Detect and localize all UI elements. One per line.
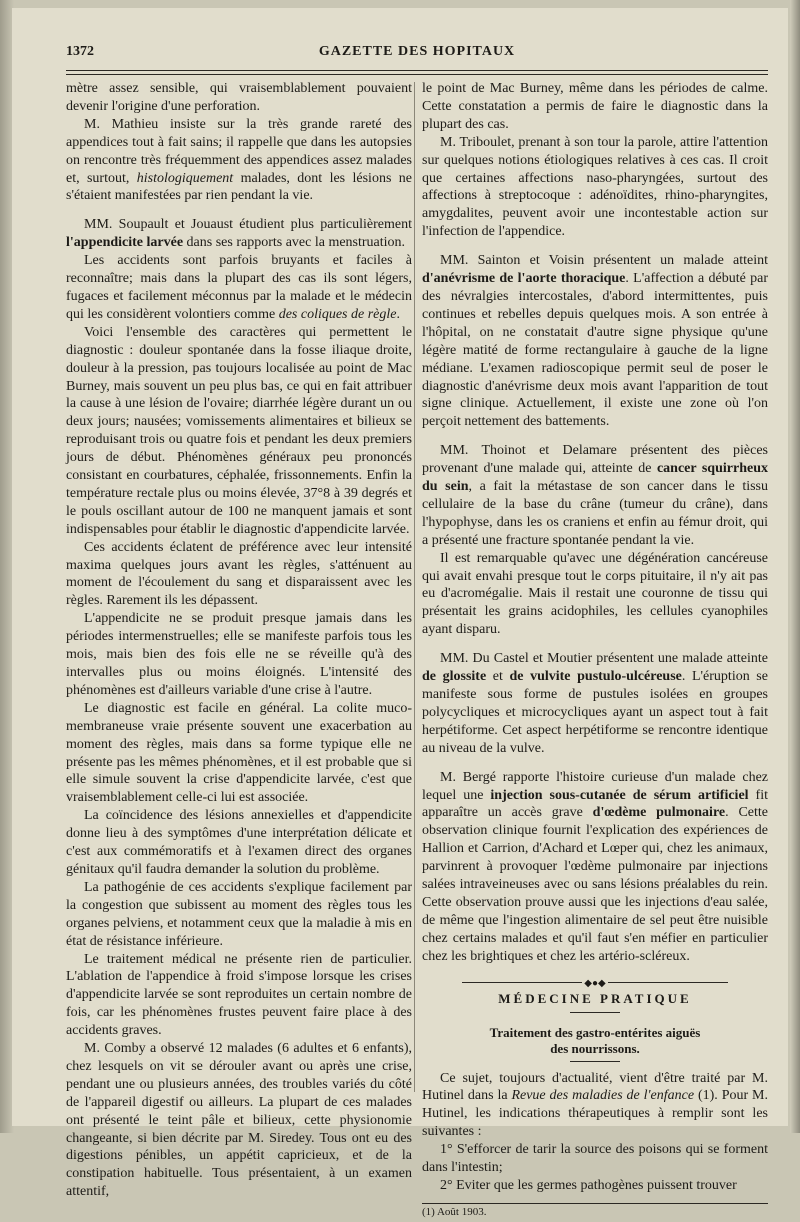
text-run: Le traitement médical ne présente rien de particulier. L'ablation de l'appendice à froid s'impose lorsque les crises d'appendicite larvée se sont reproduites un certain nombre de fois, car les phénomènes frustes peuvent faire place à des accidents graves. <box>66 951 412 1039</box>
text-run: malades, dont les lésions ne s'étaient manifestées par rien pendant la vie. <box>66 170 412 204</box>
text-run: dans ses rapports avec la menstruation. <box>183 235 406 251</box>
text-run: M. Comby a observé 12 malades (6 adultes et 6 enfants), chez lesquels on vit se dérouler avant ou après une crise, pendant une ou plusieurs années, des troubles variés du côté de l'appareil digestif ou ailleurs. La plupart de ces malades ont présenté le teint pâle et bilieux, cette physionomie changeante, si bien décrite par M. Siredey. Tous ont eu des digestions pénibles, un appétit capricieux, et de la constipation habituelle. Tous présentaient, à un examen attentif, <box>66 1041 412 1200</box>
paragraph <box>66 324 412 539</box>
paragraph <box>66 610 412 700</box>
text-run: Ces accidents éclatent de préférence avec leur intensité maxima quelques jours avant les règles, s'atténuent au moment de l'écoulement du sang et disparaissent avec les règles. Rarement ils les dépassent. <box>66 539 412 609</box>
paragraph <box>422 80 768 134</box>
text-run: M. Mathieu insiste sur la très grande rareté des appendices tout à fait sains; il rappelle que dans les autopsies on rencontre très fréquemment des appendices assez malades et, surtout, <box>66 116 412 186</box>
section-rule <box>570 1012 620 1013</box>
text-run: Le diagnostic est facile en général. La colite muco-membraneuse vraie présente souvent une exacerbation au moment des règles, mais dans sa forme typique elle ne présente pas les mêmes phénomènes, et il est probable que si elle simule souvent la crise d'appendicite larvée, c'est que vraisemblablement celle-ci lui est associée. <box>66 700 412 806</box>
article-title-line: Traitement des gastro-entérites aiguës <box>489 1024 701 1040</box>
text-run: La pathogénie de ces accidents s'explique facilement par la congestion que subissent au moment des règles tous les organes pelviens, et notamment ceux que la maladie à mis en état de résistance inférieure. <box>66 879 412 949</box>
paragraph <box>66 807 412 879</box>
text-run: MM. Du Castel et Moutier présentent une malade atteinte <box>440 651 768 667</box>
text-run: fit apparaître un accès grave <box>422 787 768 821</box>
bold-text: de glossite <box>422 669 487 685</box>
text-run: MM. Soupault et Jouaust étudient plus particulièrement <box>84 217 412 233</box>
text-run: mètre assez sensible, qui vraisemblablement pouvaient devenir l'origine d'une perforation. <box>66 81 412 114</box>
paragraph <box>422 1070 768 1142</box>
paragraph <box>66 539 412 611</box>
header-rule-top <box>66 70 768 71</box>
paragraph <box>422 769 768 966</box>
paragraph <box>422 550 768 640</box>
text-run: Ce sujet, toujours d'actualité, vient d'être traité par M. Hutinel dans la <box>422 1070 768 1104</box>
text-run: . L'éruption se manifeste sous forme de pustules isolées en groupes polycycliques et microcycliques ayant un aspect tout à fait herpétiforme. Cet aspect herpétiforme se rencontre identique au niveau de la vulve. <box>422 669 768 756</box>
italic-text: des coliques de règle <box>278 306 397 322</box>
section-title: MÉDECINE PRATIQUE <box>498 990 692 1006</box>
article-title <box>422 1025 768 1057</box>
text-run: (1). Pour M. Hutinel, les indications thérapeutiques à remplir sont les suivantes : <box>422 1088 768 1140</box>
running-header <box>66 44 768 66</box>
italic-text: Revue des maladies de l'enfance <box>511 1088 695 1104</box>
paragraph <box>66 252 412 324</box>
text-run: La coïncidence des lésions annexielles et d'appendicite donne lieu à des symptômes d'une interprétation délicate et c'est aux commémoratifs et à l'examen direct des organes génitaux qu'il faudra demander la solution du problème. <box>66 808 412 877</box>
paragraph <box>422 134 768 241</box>
paragraph <box>422 252 768 431</box>
bold-text: cancer squirrheux du sein <box>422 461 768 495</box>
left-column <box>66 80 412 1201</box>
paragraph <box>66 951 412 1041</box>
text-run: le point de Mac Burney, même dans les périodes de calme. Cette constatation a permis de faire le diagnostic dans la plupart des cas. <box>422 81 768 132</box>
text-run: M. Bergé rapporte l'histoire curieuse d'un malade chez lequel une <box>422 769 768 803</box>
page-number: 1372 <box>66 44 94 59</box>
bold-text: d'anévrisme de l'aorte thoracique <box>422 271 626 287</box>
text-run: . Cette observation clinique fournit l'explication des expériences de Hallion et Carrion, d'Achard et Lœper qui, chez les animaux, parvinrent à provoquer l'œdème pulmonaire par injections salées intraveineuses avec ou sans lésions préalables du rein. Cette observation prouve aussi que les injections d'eau salée, de même que l'ingestion alimentaire de sel peut être nuisible chez certains malades et qu'il faut s'en méfier en particulier chez les brightiques et chez les artério-scléreux. <box>422 805 768 964</box>
right-column <box>422 80 768 1222</box>
section-ornament: ◆●◆ <box>422 974 768 984</box>
bold-text: l'appendicite larvée <box>66 235 184 251</box>
text-run: . L'affection a débuté par des névralgies intercostales, d'abord intermittentes, puis continues et rebelles depuis quelques mois. A son entrée à l'hôpital, on ne constatait d'autre signe physique qu'une légère matité de forme rectangulaire à gauche de la ligne médiane. L'examen radioscopique permit seul de poser le diagnostic d'anévrisme deux mois avant l'apparition de tout signe clinique. Actuellement, il existe une zone où l'on perçoit nettement des battements. <box>422 271 768 430</box>
bold-text: de vulvite pustulo-ulcéreuse <box>509 669 682 685</box>
paragraph <box>422 1177 768 1195</box>
bold-text: d'œdème pulmonaire <box>592 805 726 821</box>
text-run: 2° Eviter que les germes pathogènes puissent trouver <box>440 1177 737 1193</box>
header-rule-bottom <box>66 74 768 75</box>
paragraph <box>66 216 412 252</box>
paragraph <box>66 116 412 206</box>
paragraph <box>66 1040 412 1201</box>
text-run: et <box>486 669 510 685</box>
paragraph <box>422 650 768 757</box>
text-run: . <box>396 306 400 322</box>
text-run: , a fait la métastase de son cancer dans le tissu cellulaire de la base du crâne (tumeur du crâne), dans l'hypophyse, dans les os craniens et enfin au fémur droit, qui a présenté une fracture spontanée pendant la vie. <box>422 479 768 548</box>
italic-text: histologiquement <box>136 170 234 186</box>
text-run: MM. Sainton et Voisin présentent un malade atteint <box>440 253 768 269</box>
footnote: (1) Août 1903. <box>422 1205 487 1218</box>
article-title-rule <box>570 1061 620 1062</box>
paragraph <box>66 879 412 951</box>
paragraph <box>66 80 412 116</box>
article-title-line: des nourrissons. <box>550 1040 640 1056</box>
text-run: Voici l'ensemble des caractères qui permettent le diagnostic : douleur spontanée dans la fosse iliaque droite, douleur à la pression, pas toujours localisée au point de Mac Burney, mais souvent un peu plus bas, ce qui en fait attribuer la cause à une lésion de l'ovaire; diarrhée légère durant un ou deux jours; nausées; vomissements alimentaires et bilieux se reproduisant trois ou quatre fois et pendant les deux premiers jours de début. Phénomènes généraux peu prononcés consistant en courbatures, céphalée, frissonnements. Enfin la température rectale plus ou moins élevée, 37°8 à 39 degrés et le pouls oscillant autour de 100 ne manquent jamais et sont indispensables pour établir le diagnostic d'appendicite larvée. <box>66 324 412 537</box>
text-run: M. Triboulet, prenant à son tour la parole, attire l'attention sur quelques notions étiologiques relatives à ces cas. Il croit que certaines affections naso-pharyngées, surtout des affections à streptocoque : adénoïdites, rhino-pharyngites, amygdalites, peuvent avoir une incontestable action sur l'infection de l'appendice. <box>422 134 768 240</box>
text-run: L'appendicite ne se produit presque jamais dans les périodes intermenstruelles; elle se manifeste parfois tous les mois, mais bien des fois elle ne se réveille qu'à des intervalles plus ou moins éloignés. L'intensité des phénomènes est d'ailleurs variable d'une crise à l'autre. <box>66 611 412 698</box>
text-run: MM. Thoinot et Delamare présentent des pièces provenant d'une malade qui, atteinte de <box>422 443 768 477</box>
paragraph <box>422 442 768 549</box>
column-separator <box>414 82 415 1092</box>
journal-title: GAZETTE DES HOPITAUX <box>318 44 516 59</box>
paragraph <box>66 700 412 807</box>
text-run: 1° S'efforcer de tarir la source des poisons qui se forment dans l'intestin; <box>422 1142 768 1176</box>
paragraph <box>422 1141 768 1177</box>
text-run: Il est remarquable qu'avec une dégénération cancéreuse qui avait envahi presque tout le corps pituitaire, il n'y ait pas eu d'acromégalie. Mais il restait une couronne de tissu qui présentait les grains acidophiles, les cellules cyanophiles ayant disparu. <box>422 550 768 638</box>
page-edge-right <box>790 0 800 1133</box>
bold-text: injection sous-cutanée de sérum artificiel <box>490 787 749 803</box>
text-run: Les accidents sont parfois bruyants et faciles à reconnaître; mais dans la plupart des cas ils sont légers, fugaces et facilement méconnus par la malade et le médecin qui les considèrent volontiers comme <box>66 253 412 322</box>
